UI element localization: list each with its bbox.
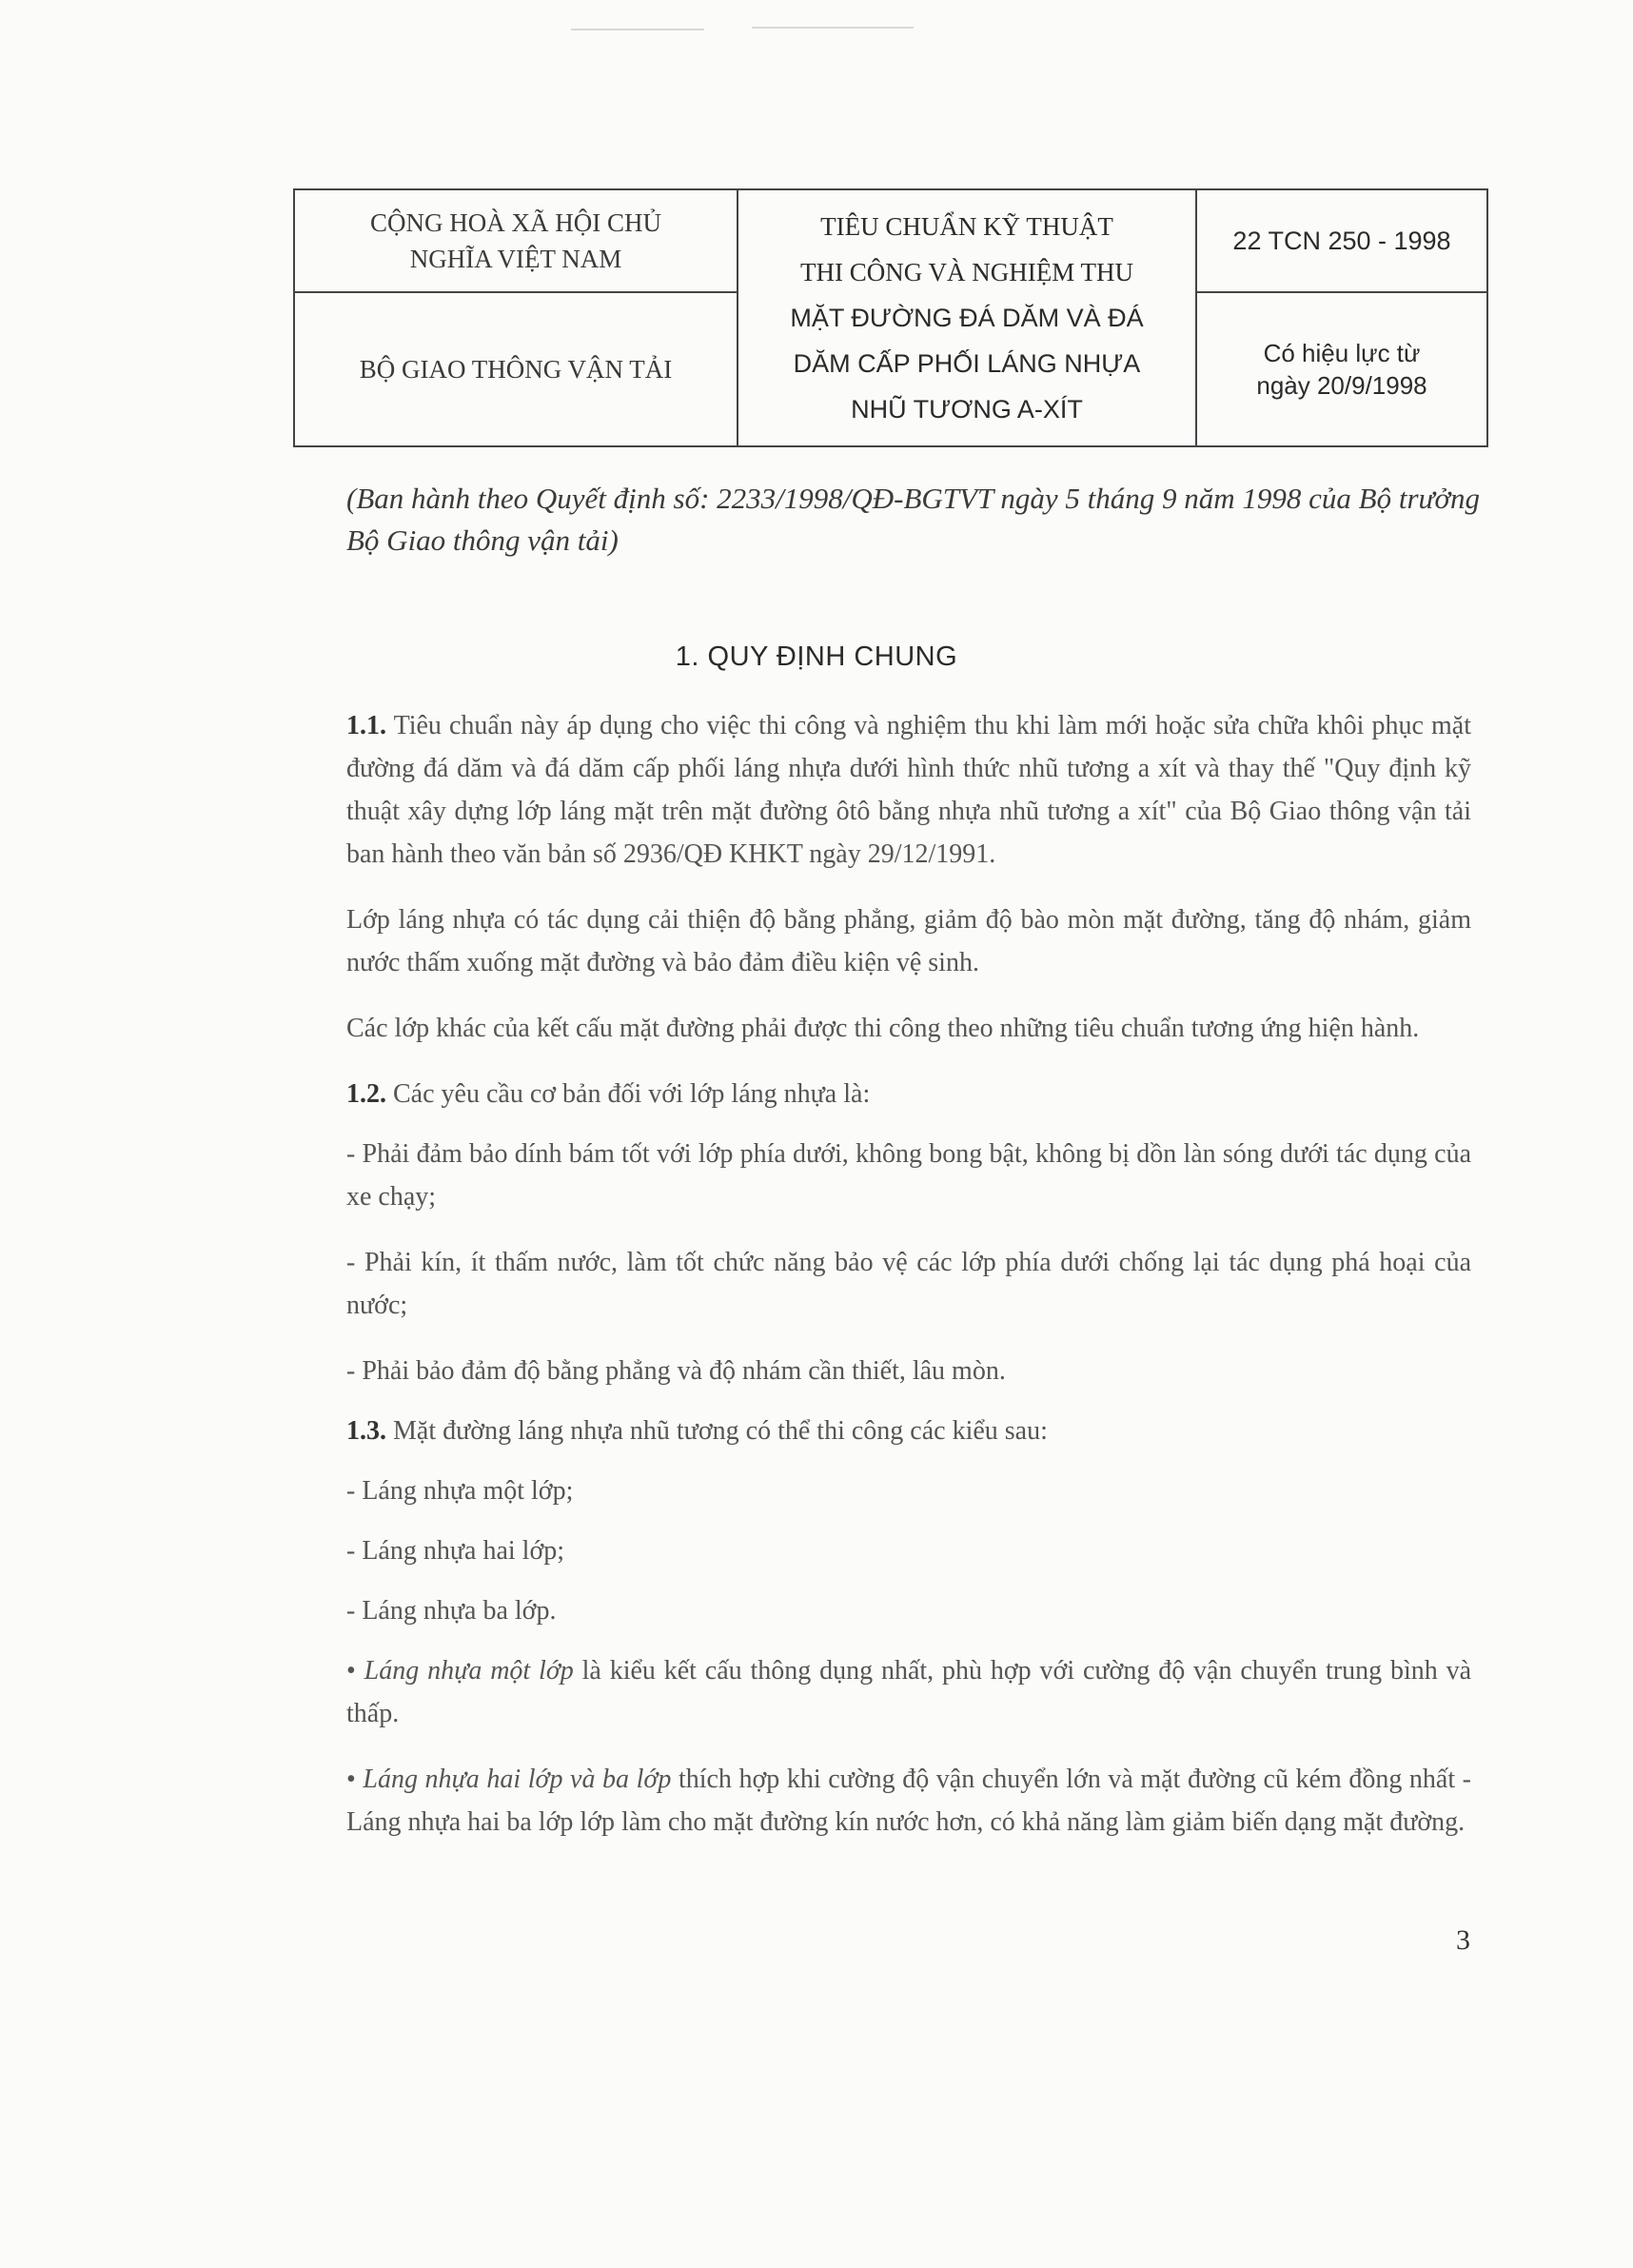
ministry-name: BỘ GIAO THÔNG VẬN TẢI <box>359 354 673 384</box>
emphasis-term: Láng nhựa hai lớp và ba lớp <box>363 1765 672 1794</box>
standard-title-line: DĂM CẤP PHỐI LÁNG NHỰA <box>793 349 1141 378</box>
decree-note: (Ban hành theo Quyết định số: 2233/1998/QĐ-BGTVT ngày 5 tháng 9 năm 1998 của Bộ trưởng Bộ Giao thông vận tải) <box>346 482 1480 557</box>
header-left-column <box>295 190 738 445</box>
clause-number: 1.1. <box>346 711 386 740</box>
standard-title <box>738 190 1195 445</box>
standard-code: 22 TCN 250 - 1998 <box>1197 190 1486 293</box>
standard-title-line: THI CÔNG VÀ NGHIỆM THU <box>800 258 1133 286</box>
paragraph-text: là kiểu kết cấu thông dụng nhất, phù hợp với cường độ vận chuyển trung bình và thấp. <box>346 1656 1472 1728</box>
paragraph <box>346 1073 1471 1115</box>
emphasis-term: Láng nhựa một lớp <box>364 1656 574 1686</box>
clause-number: 1.2. <box>346 1079 386 1109</box>
document-body <box>346 704 1471 1866</box>
clause-number: 1.3. <box>346 1416 386 1446</box>
list-item <box>346 1529 1471 1572</box>
paragraph-text: Mặt đường láng nhựa nhũ tương có thể thi công các kiểu sau: <box>393 1416 1048 1446</box>
paragraph-text: Các yêu cầu cơ bản đối với lớp láng nhựa là: <box>393 1079 871 1109</box>
paragraph <box>346 1758 1471 1844</box>
header-table <box>293 188 1488 447</box>
section-title: 1. QUY ĐỊNH CHUNG <box>675 641 958 672</box>
paragraph <box>346 1410 1471 1452</box>
scan-artifact <box>571 29 704 30</box>
effective-date-line: Có hiệu lực từ <box>1263 339 1421 367</box>
standard-title-line: NHŨ TƯƠNG A-XÍT <box>851 395 1083 424</box>
paragraph-text: - Phải đảm bảo dính bám tốt với lớp phía dưới, không bong bật, không bị dồn làn sóng dưới tác dụng của xe chạy; <box>346 1139 1471 1212</box>
paragraph-text: - Láng nhựa một lớp; <box>346 1476 574 1506</box>
paragraph-text: Tiêu chuẩn này áp dụng cho việc thi công và nghiệm thu khi làm mới hoặc sửa chữa khôi phục mặt đường đá dăm và đá dăm cấp phối láng nhựa dưới hình thức nhũ tương a xít và thay thế "Quy định kỹ thuật xây dựng lớp láng mặt trên mặt đường ôtô bằng nhựa nhũ tương a xít" của Bộ Giao thông vận tải ban hành theo văn bản số 2936/QĐ KHKT ngày 29/12/1991. <box>346 711 1471 869</box>
paragraph-text: Các lớp khác của kết cấu mặt đường phải được thi công theo những tiêu chuẩn tương ứng hiện hành. <box>346 1014 1420 1043</box>
list-item <box>346 1241 1471 1327</box>
scan-artifact <box>752 27 914 29</box>
list-item <box>346 1589 1471 1632</box>
standard-title-line: MẶT ĐƯỜNG ĐÁ DĂM VÀ ĐÁ <box>790 304 1144 332</box>
header-right-column <box>1197 190 1486 445</box>
page-number: 3 <box>1456 1924 1470 1956</box>
paragraph <box>346 704 1471 876</box>
paragraph-text: - Phải kín, ít thấm nước, làm tốt chức năng bảo vệ các lớp phía dưới chống lại tác dụng phá hoại của nước; <box>346 1248 1471 1320</box>
paragraph-text: - Phải bảo đảm độ bằng phẳng và độ nhám cần thiết, lâu mòn. <box>346 1356 1006 1386</box>
paragraph-text: - Láng nhựa ba lớp. <box>346 1596 557 1626</box>
paragraph <box>346 1649 1471 1735</box>
effective-date-line: ngày 20/9/1998 <box>1256 371 1427 400</box>
list-item <box>346 1133 1471 1218</box>
paragraph-text: thích hợp khi cường độ vận chuyển lớn và mặt đường cũ kém đồng nhất - Láng nhựa hai ba lớp lớp làm cho mặt đường kín nước hơn, có khả năng làm giảm biến dạng mặt đường. <box>346 1765 1472 1837</box>
standard-title-line: TIÊU CHUẨN KỸ THUẬT <box>820 212 1113 241</box>
list-item <box>346 1350 1471 1392</box>
header-middle-column <box>738 190 1197 445</box>
paragraph-text: - Láng nhựa hai lớp; <box>346 1536 565 1566</box>
bullet-icon: • <box>346 1765 356 1794</box>
paragraph <box>346 1007 1471 1050</box>
paragraph <box>346 898 1471 984</box>
paragraph-text: Lớp láng nhựa có tác dụng cải thiện độ bằng phẳng, giảm độ bào mòn mặt đường, tăng độ nhám, giảm nước thấm xuống mặt đường và bảo đảm điều kiện vệ sinh. <box>346 905 1471 977</box>
effective-date <box>1197 293 1486 445</box>
bullet-icon: • <box>346 1656 356 1686</box>
list-item <box>346 1469 1471 1512</box>
country-name: CỘNG HOÀ XÃ HỘI CHỦ NGHĨA VIỆT NAM <box>295 190 737 293</box>
